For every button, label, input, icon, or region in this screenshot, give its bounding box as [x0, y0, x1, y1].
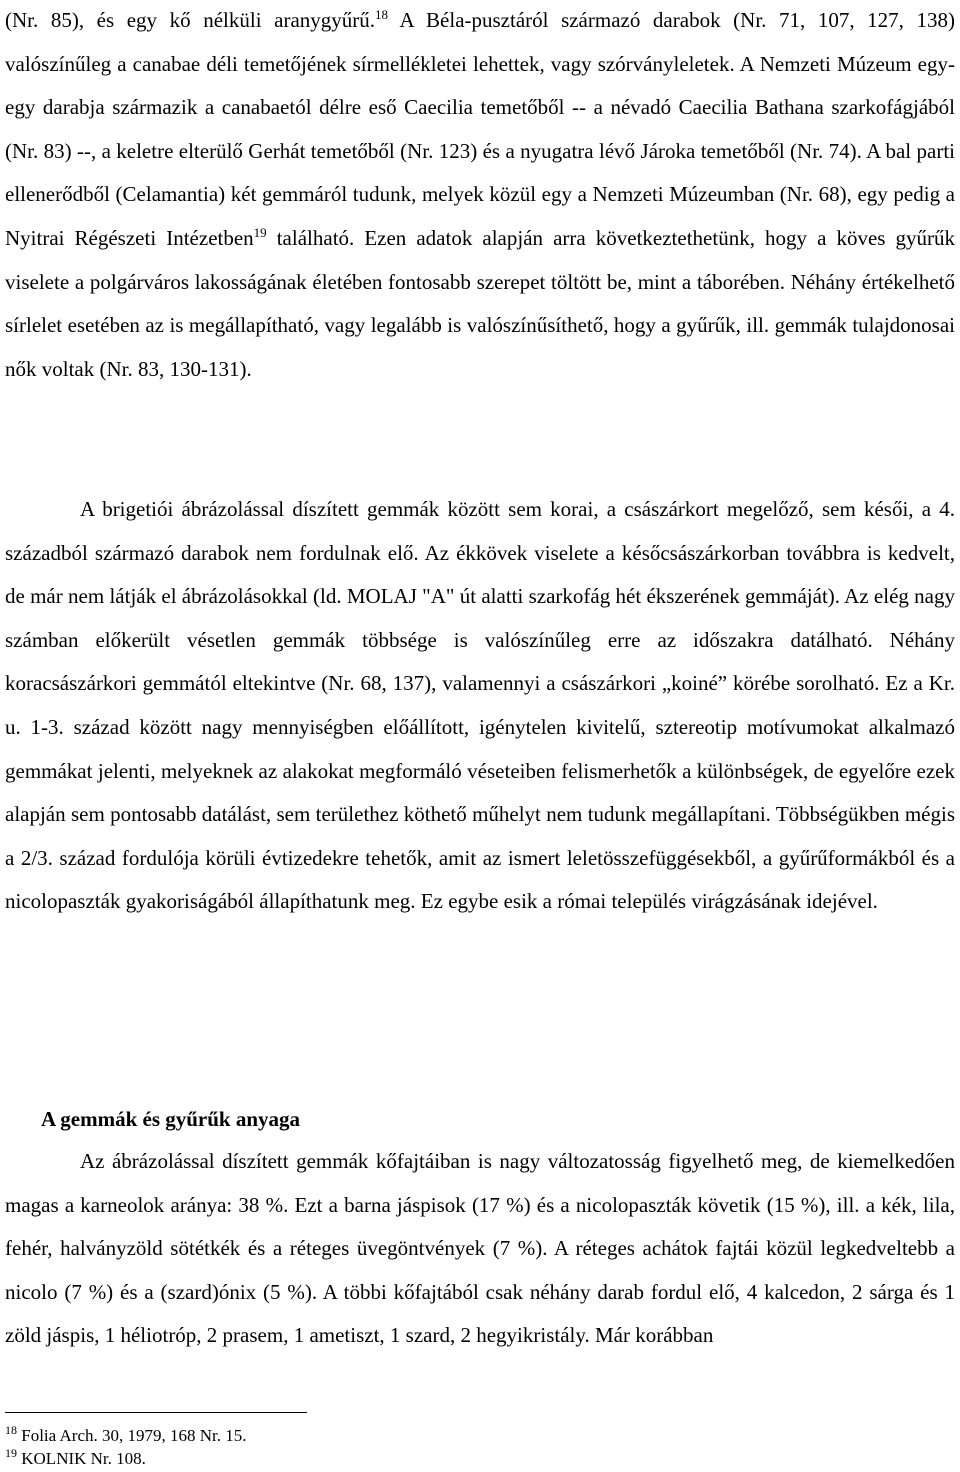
paragraph-text-part: (Nr. 85), és egy kő nélküli aranygyűrű.: [5, 8, 376, 32]
footnote-19: [5, 1447, 146, 1471]
footnote-text: Folia Arch. 30, 1979, 168 Nr. 15.: [21, 1426, 247, 1445]
paragraph-materials: Az ábrázolással díszített gemmák kőfajtáiban is nagy változatosság figyelhető meg, de kiemelkedően magas a karneolok aránya: 38 %. Ezt a barna jáspisok (17 %) és a nicolopaszták követik (15 %), ill. a kék, lila, fehér, halványzöld sötétkék és a réteges üvegöntvények (7 %). A réteges achátok fajtái közül legkedveltebb a nicolo (7 %) és a (szard)ónix (5 %). A többi kőfajtából csak néhány darab fordul elő, 4 kalcedon, 2 sárga és 1 zöld jáspis, 1 héliotróp, 2 prasem, 1 ametiszt, 1 szard, 2 hegyikristály. Már korábban: [5, 1149, 955, 1348]
paragraph-find-locations: [5, 0, 955, 391]
paragraph-dating: A brigetiói ábrázolással díszített gemmák között sem korai, a császárkort megelőző, sem késői, a 4. századból származó darabok nem fordulnak elő. Az ékkövek viselete a későcsászárkorban továbbra is kedvelt, de már nem látják el ábrázolásokkal (ld. MOLAJ "A" út alatti szarkofág hét ékszerének gemmáját). Az elég nagy számban előkerült vésetlen gemmák többsége is valószínűleg erre az időszakra datálható. Néhány koracsászárkori gemmától eltekintve (Nr. 68, 137), valamennyi a császárkori „koiné” körébe sorolható. Ez a Kr. u. 1-3. század között nagy mennyiségben előállított, igénytelen kivitelű, sztereotip motívumokat alkalmazó gemmákat jelenti, melyeknek az alakokat megformáló véseteiben felismerhetők a különbségek, de egyelőre ezek alapján sem pontosabb datálást, sem területhez köthető műhelyt nem tudunk megállapítani. Többségükben mégis a 2/3. század fordulója körüli évtizedekre tehetők, amit az ismert leletösszefüggésekből, a gyűrűformákból és a nicolopaszták gyakoriságából állapíthatunk meg. Ez egybe esik a római település virágzásának idejével.: [5, 497, 955, 914]
footnote-ref-19[interactable]: 19: [253, 224, 267, 240]
section-heading: A gemmák és gyűrűk anyaga: [41, 1107, 301, 1131]
footnote-text: KOLNIK Nr. 108.: [21, 1449, 146, 1468]
footnote-18: [5, 1424, 247, 1448]
paragraph-text-part: A Béla-pusztáról származó darabok (Nr. 71, 107, 127, 138) valószínűleg a canabae déli temetőjének sírmellékletei lehettek, vagy szórványleletek. A Nemzeti Múzeum egy-egy darabja származik a canabaetól délre eső Caecilia temetőből -- a névadó Caecilia Bathana szarkofágjából (Nr. 83) --, a keletre elterülő Gerhát temetőből (Nr. 123) és a nyugatra lévő Jároka temetőből (Nr. 74). A bal parti ellenerődből (Celamantia) két gemmáról tudunk, melyek közül egy a Nemzeti Múzeumban (Nr. 68), egy pedig a Nyitrai Régészeti Intézetben: [5, 8, 955, 250]
paragraph-text-part: található. Ezen adatok alapján arra következtethetünk, hogy a köves gyűrűk viselete a polgárváros lakosságának életében fontosabb szerepet töltött be, mint a táborében. Néhány értékelhető sírlelet esetében az is megállapítható, vagy legalább is valószínűsíthető, hogy a gyűrűk, ill. gemmák tulajdonosai nők voltak (Nr. 83, 130-131).: [5, 225, 955, 381]
footnote-divider: [5, 1412, 307, 1413]
footnote-ref-18[interactable]: 18: [375, 7, 389, 22]
footnote-number: 19: [5, 1446, 17, 1460]
footnote-number: 18: [5, 1423, 17, 1437]
